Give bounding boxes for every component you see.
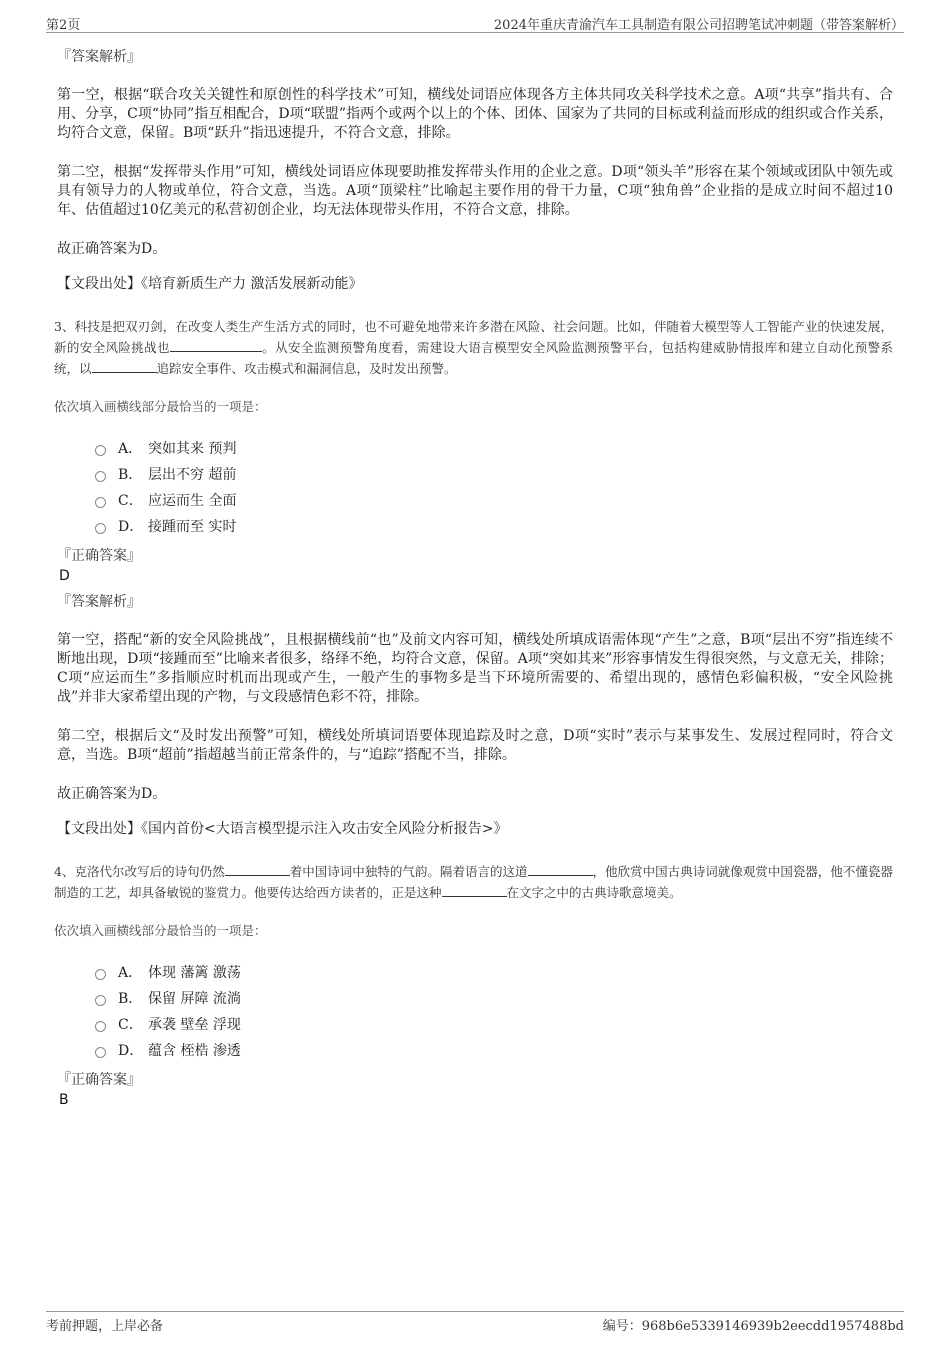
option-b[interactable]: B． 保留 屏障 流淌 (95, 985, 893, 1011)
answer-blank (442, 883, 507, 897)
document-code: 编号：968b6e5339146939b2eecdd1957488bd (602, 1319, 904, 1334)
answer-blank (92, 359, 157, 373)
correct-answer-label: 『正确答案』 (57, 548, 141, 564)
analysis-paragraph: 第二空，根据“发挥带头作用”可知，横线处词语应体现要助推发挥带头作用的企业之意。D项“领头羊”形容在某个领域或团队中领先或具有领导力的人物或单位，符合文意，当选。A项“顶梁柱”比喻起主要作用的骨干力量，C项“独角兽”企业指的是成立时间不超过10年、估值超过10亿美元的私营初创企业，均无法体现带头作用，不符合文意，排除。 (57, 164, 893, 218)
option-c[interactable]: C． 应运而生 全面 (95, 487, 893, 513)
question-4 (54, 861, 893, 1109)
analysis-conclusion: 故正确答案为D。 (57, 786, 167, 802)
page-content (54, 40, 893, 1109)
options-list (95, 959, 893, 1063)
answer-analysis-label: 『答案解析』 (57, 49, 141, 65)
source-citation: 【文段出处】《国内首份<大语言模型提示注入攻击安全风险分析报告>》 (57, 821, 508, 837)
question-instruction: 依次填入画横线部分最恰当的一项是： (54, 399, 267, 414)
option-d[interactable]: D． 接踵而至 实时 (95, 513, 893, 539)
page-header (46, 14, 904, 33)
question-3 (54, 316, 893, 839)
radio-icon[interactable] (95, 995, 106, 1006)
correct-answer: B (59, 1092, 69, 1108)
question-text: 4、克洛代尔改写后的诗句仍然 着中国诗词中独特的气韵。隔着语言的这道 ，他欣赏中国古典诗词就像观赏中国瓷器，他不懂瓷器制造的工艺，却具备敏锐的鉴赏力。他要传达给西方读者的，正是这种 在文字之中的古典诗歌意境美。 (54, 864, 893, 900)
correct-answer-label: 『正确答案』 (57, 1072, 141, 1088)
footer-slogan: 考前押题，上岸必备 (46, 1319, 164, 1334)
question-2-tail (57, 46, 893, 294)
radio-icon[interactable] (95, 497, 106, 508)
answer-analysis-label: 『答案解析』 (57, 594, 141, 610)
source-citation: 【文段出处】《培育新质生产力 激活发展新动能》 (57, 276, 363, 292)
option-c[interactable]: C． 承袭 壁垒 浮现 (95, 1011, 893, 1037)
option-d[interactable]: D． 蕴含 桎梏 渗透 (95, 1037, 893, 1063)
radio-icon[interactable] (95, 969, 106, 980)
page-footer (46, 1311, 904, 1334)
answer-blank (170, 338, 262, 352)
analysis-paragraph: 第一空，搭配“新的安全风险挑战”，且根据横线前“也”及前文内容可知，横线处所填成语需体现“产生”之意，B项“层出不穷”指连续不断地出现，D项“接踵而至”比喻来者很多，络绎不绝，均符合文意，保留。A项“突如其来”形容事情发生得很突然，与文意无关，排除；C项“应运而生”多指顺应时机而出现或产生，一般产生的事物多是当下环境所需要的、希望出现的，感情色彩偏积极，“安全风险挑战”并非大家希望出现的产物，与文段感情色彩不符，排除。 (57, 632, 893, 705)
question-text: 3、科技是把双刃剑，在改变人类生产生活方式的同时，也不可避免地带来许多潜在风险、社会问题。比如，伴随着大模型等人工智能产业的快速发展，新的安全风险挑战也 。从安全监测预警角度看，需建设大语言模型安全风险监测预警平台，包括构建威胁情报库和建立自动化预警系统，以 追踪安全事件、攻击模式和漏洞信息，及时发出预警。 (54, 319, 893, 376)
question-instruction: 依次填入画横线部分最恰当的一项是： (54, 923, 267, 938)
option-b[interactable]: B． 层出不穷 超前 (95, 461, 893, 487)
radio-icon[interactable] (95, 523, 106, 534)
answer-blank (528, 862, 593, 876)
analysis-paragraph: 第二空，根据后文“及时发出预警”可知，横线处所填词语要体现追踪及时之意，D项“实时”表示与某事发生、发展过程同时，符合文意，当选。B项“超前”指超越当前正常条件的，与“追踪”搭配不当，排除。 (57, 728, 893, 763)
correct-answer: D (59, 568, 70, 584)
analysis-paragraph: 第一空，根据“联合攻关关键性和原创性的科学技术”可知，横线处词语应体现各方主体共同攻关科学技术之意。A项“共享”指共有、合用、分享，C项“协同”指互相配合，D项“联盟”指两个或两个以上的个体、团体、国家为了共同的目标或利益而形成的组织或合作关系，均符合文意，保留。B项“跃升”指迅速提升，不符合文意，排除。 (57, 87, 893, 141)
analysis-conclusion: 故正确答案为D。 (57, 241, 167, 257)
options-list (95, 435, 893, 539)
answer-blank (225, 862, 290, 876)
radio-icon[interactable] (95, 445, 106, 456)
radio-icon[interactable] (95, 1021, 106, 1032)
page-number: 第2页 (46, 18, 81, 33)
radio-icon[interactable] (95, 471, 106, 482)
document-title: 2024年重庆青渝汽车工具制造有限公司招聘笔试冲刺题（带答案解析） (493, 18, 904, 33)
option-a[interactable]: A． 突如其来 预判 (95, 435, 893, 461)
radio-icon[interactable] (95, 1047, 106, 1058)
option-a[interactable]: A． 体现 藩篱 激荡 (95, 959, 893, 985)
